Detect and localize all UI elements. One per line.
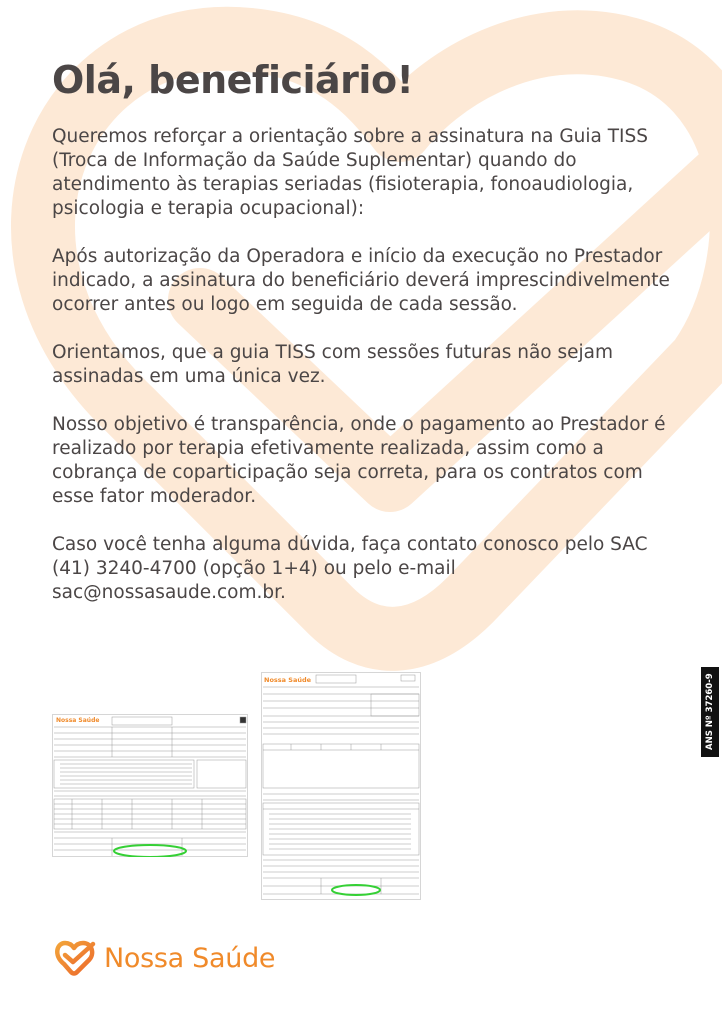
form-logo-text: Nossa Saúde xyxy=(56,717,100,724)
brand-name: Nossa Saúde xyxy=(104,942,276,974)
form-logo-text: Nossa Saúde xyxy=(264,676,312,684)
paragraph-objective: Nosso objetivo é transparência, onde o pagamento ao Prestador é realizado por terapia efetivamente realizada, assim como a cobrança de coparticipação seja correta, para os contratos com esse fator moderador. xyxy=(52,414,666,507)
tiss-guide-image-sessions xyxy=(261,672,421,900)
tiss-guide-image-sadt xyxy=(52,714,248,857)
paragraph-contact: Caso você tenha alguma dúvida, faça contato conosco pelo SAC (41) 3240-4700 (opção 1+4) ou pelo e-mail sac@nossasaude.com.br. xyxy=(52,534,648,603)
heart-check-icon xyxy=(52,940,96,976)
ans-registration-badge: ANS Nº 37260-9 xyxy=(701,667,719,757)
paragraph-future-sessions: Orientamos, que a guia TISS com sessões futuras não sejam assinadas em uma única vez. xyxy=(52,342,614,387)
brand-logo xyxy=(52,940,275,976)
paragraph-signature-rule: Após autorização da Operadora e início da execução no Prestador indicado, a assinatura do beneficiário deverá imprescindivelmente ocorrer antes ou logo em seguida de cada sessão. xyxy=(52,246,670,315)
page-title: Olá, beneficiário! xyxy=(52,58,414,102)
main-text xyxy=(52,125,682,629)
paragraph-intro: Queremos reforçar a orientação sobre a assinatura na Guia TISS (Troca de Informação da Saúde Suplementar) quando do atendimento às terapias seriadas (fisioterapia, fonoaudiologia, psicologia e terapia ocupacional): xyxy=(52,126,649,219)
